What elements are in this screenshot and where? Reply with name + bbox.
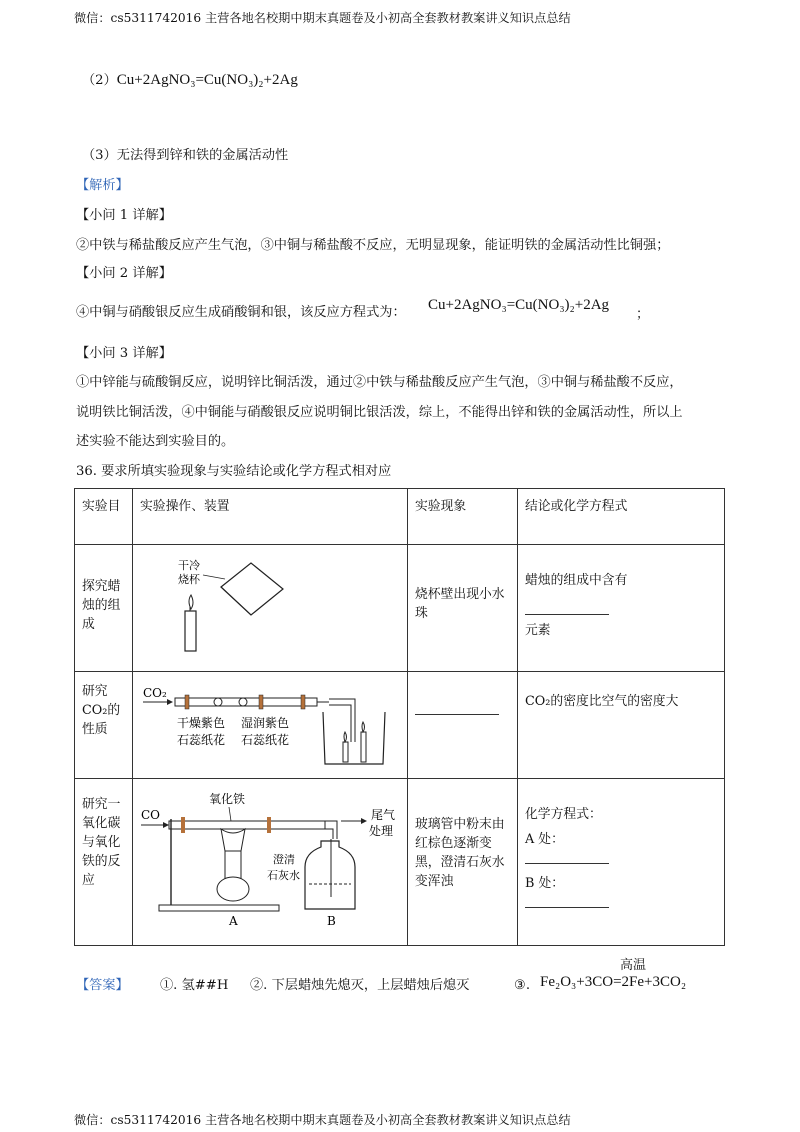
inverted-beaker-icon [221,563,283,615]
label-dry-litmus: 干燥紫色 [177,716,226,730]
reaction-condition: 高温 [620,958,647,973]
row2-apparatus [133,672,408,779]
q2-text-body: ④中铜与硝酸银反应生成硝酸铜和银，该反应方程式为： [76,305,406,320]
label-limewater: 石灰水 [267,869,300,882]
answer-2 [82,70,298,91]
header-phenomenon: 实验现象 [408,489,518,545]
co2-tube-diagram [133,672,408,772]
q3-title: 【小问 3 详解】 [76,346,172,361]
label-tail-gas: 尾气 [371,808,396,822]
label-wet-litmus-paper: 石蕊纸花 [241,733,290,747]
row2-phenomenon [408,672,518,779]
q2-title: 【小问 2 详解】 [76,266,172,281]
q3-line-3: 述实验不能达到实验目的。 [76,434,235,449]
table-header-row [75,489,725,545]
candle-icon [185,595,196,651]
beaker-with-candles-icon [323,712,385,764]
row3-phenomenon: 玻璃管中粉末由红棕色逐渐变黑，澄清石灰水变浑浊 [408,779,518,946]
answer-item-2: ②. 下层蜡烛先熄灭，上层蜡烛后熄灭 [250,978,470,993]
row3-conclusion-title: 化学方程式： [525,807,602,822]
header-conclusion: 结论或化学方程式 [518,489,725,545]
row2-purpose: 研究CO₂的性质 [75,672,133,779]
analysis-label: 【解析】 [76,178,129,193]
answer-equation: Fe₂O₃+3CO=2Fe+3CO₂ [540,974,687,990]
row3-purpose: 研究一氧化碳与氧化铁的反应 [75,779,133,946]
label-a: A [229,914,238,928]
header-purpose: 实验目 [75,489,133,545]
page-header: 微信：cs5311742016 主营各地名校期中期末真题卷及小初高全套教材教案讲义知识点总结 [74,11,571,25]
label-iron-oxide: 氧化铁 [209,792,246,806]
candle-beaker-diagram [133,545,408,665]
q1-title: 【小问 1 详解】 [76,208,172,223]
row1-conclusion [518,545,725,672]
label-clear: 澄清 [273,853,295,866]
row3-conclusion-a: A 处： [525,832,564,847]
row3-conclusion-b: B 处： [525,876,565,891]
answer-item-1: ①. 氢##H [160,978,229,993]
iron-stand-icon [159,819,279,911]
label-dry-cold: 干冷 [178,559,200,572]
row1-phenomenon: 烧杯壁出现小水珠 [408,545,518,672]
q3-line-2: 说明铁比铜活泼，④中铜能与硝酸银反应说明铜比银活泼，综上，不能得出锌和铁的金属活动性，所以上 [76,405,683,420]
experiment-table [74,488,725,946]
answer-3: （3）无法得到锌和铁的金属活动性 [82,148,289,163]
row1-conclusion-suffix: 元素 [525,623,551,638]
gas-bottle-icon [305,839,355,909]
q3-line-1: ①中锌能与硫酸铜反应，说明锌比铜活泼，通过②中铁与稀盐酸反应产生气泡，③中铜与稀盐酸不反应， [76,375,683,390]
answer-2-equation: Cu+2AgNO₃=Cu(NO₃)₂+2Ag [116,72,298,88]
q2-end: ； [636,307,650,322]
label-wet-litmus: 湿润紫色 [241,716,290,730]
lamp-burner-icon [217,829,249,901]
q2-equation: Cu+2AgNO₃=Cu(NO₃)₂+2Ag [428,297,610,313]
table-row [75,779,725,946]
label-b: B [327,914,336,928]
q2-text [76,303,406,323]
label-dry-litmus-paper: 石蕊纸花 [177,733,226,747]
header-operation: 实验操作、装置 [133,489,408,545]
row2-conclusion: CO₂的密度比空气的密度大 [518,672,725,779]
page-footer: 微信：cs5311742016 主营各地名校期中期末真题卷及小初高全套教材教案讲义知识点总结 [74,1113,571,1127]
label-beaker: 烧杯 [178,573,200,586]
row1-conclusion-text: 蜡烛的组成中含有 [525,573,628,588]
q1-text: ②中铁与稀盐酸反应产生气泡，③中铜与稀盐酸不反应，无明显现象，能证明铁的金属活动性比铜强； [76,238,670,253]
question-36: 36. 要求所填实验现象与实验结论或化学方程式相对应 [76,464,392,479]
row3-blank-a[interactable] [525,849,609,864]
row1-apparatus [133,545,408,672]
row1-blank[interactable] [525,600,609,615]
label-treatment: 处理 [369,824,394,838]
row3-blank-b[interactable] [525,893,609,908]
answer-item-3: ③. [514,978,531,993]
table-row [75,545,725,672]
answer-2-number: （2） [82,73,117,88]
row2-blank[interactable] [415,700,499,715]
answer-label: 【答案】 [76,978,129,993]
row1-purpose: 探究蜡烛的组成 [75,545,133,672]
row3-conclusion [518,779,725,946]
co-iron-oxide-diagram [133,779,408,939]
row3-apparatus [133,779,408,946]
label-co2: CO₂ [143,686,167,700]
table-row [75,672,725,779]
label-co: CO [141,808,161,822]
